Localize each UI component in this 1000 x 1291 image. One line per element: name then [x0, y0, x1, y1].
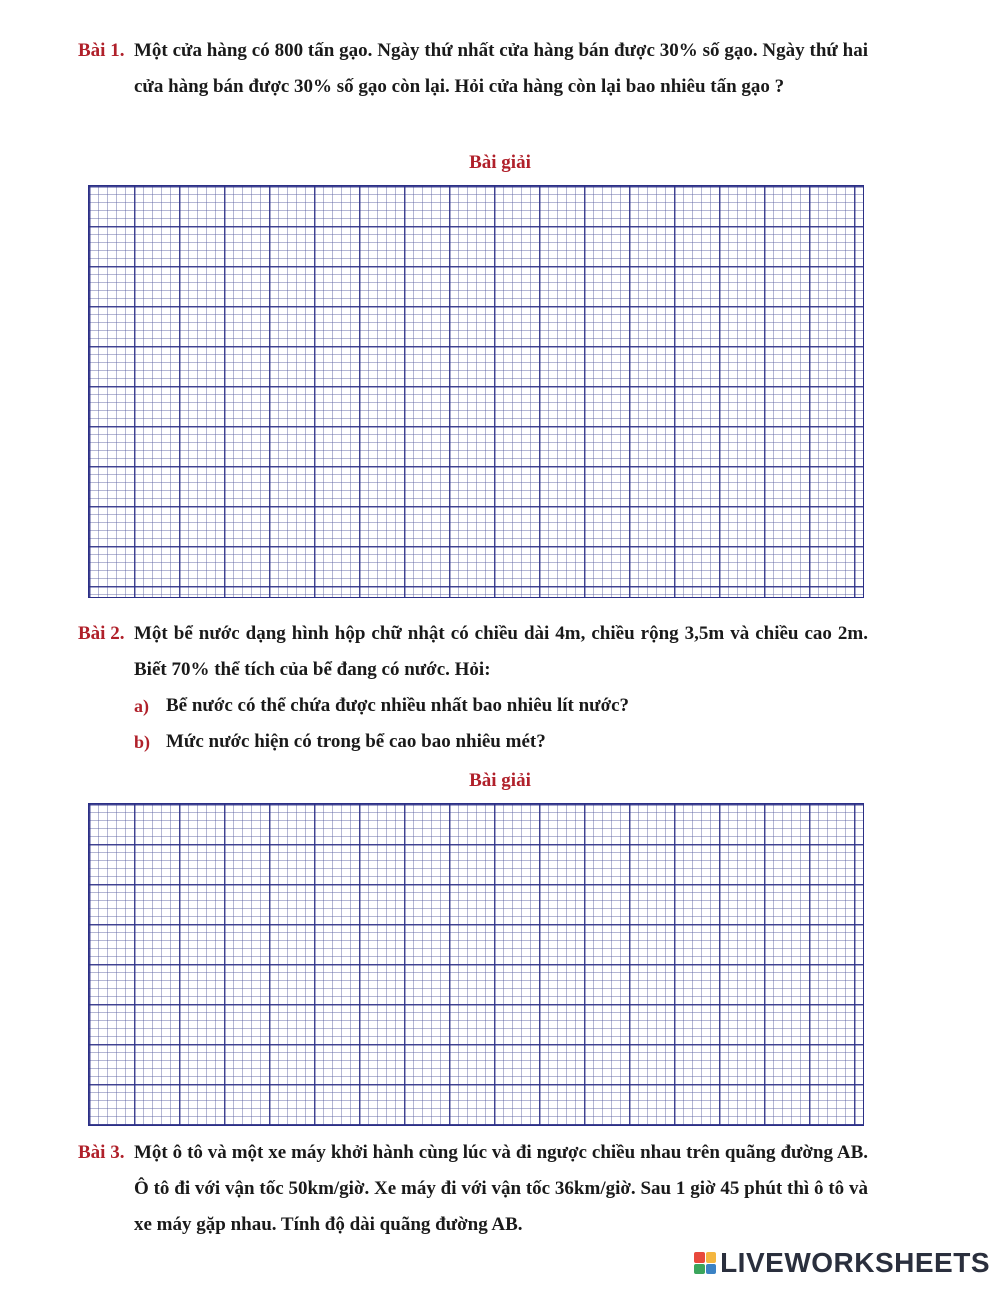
sub-text: Mức nước hiện có trong bể cao bao nhiêu mét? [166, 731, 546, 752]
brand-logo-icon [694, 1252, 716, 1274]
logo-square [694, 1252, 705, 1263]
logo-square [706, 1264, 717, 1275]
problem-text: Một cửa hàng có 800 tấn gạo. Ngày thứ nhất cửa hàng bán được 30% số gạo. Ngày thứ hai cửa hàng bán được 30% số gạo còn lại. Hỏi cửa hàng còn lại bao nhiêu tấn gạo ? [134, 40, 868, 97]
problem-3 [78, 1135, 868, 1243]
liveworksheets-logo [694, 1247, 990, 1279]
logo-square [706, 1252, 717, 1263]
problem-text: Một ô tô và một xe máy khởi hành cùng lúc và đi ngược chiều nhau trên quãng đường AB. Ô tô đi với vận tốc 50km/giờ. Xe máy đi với vận tốc 36km/giờ. Sau 1 giờ 45 phút thì ô tô và xe máy gặp nhau. Tính độ dài quãng đường AB. [134, 1142, 868, 1235]
problem-2 [78, 616, 868, 760]
problem-text: Một bể nước dạng hình hộp chữ nhật có chiều dài 4m, chiều rộng 3,5m và chiều cao 2m. Biết 70% thể tích của bể đang có nước. Hỏi: [134, 623, 868, 680]
problem-1 [78, 33, 868, 105]
answer-grid-2[interactable] [88, 803, 864, 1126]
problem-number: Bài 2. [78, 623, 125, 644]
sub-label: b) [134, 732, 151, 752]
logo-square [694, 1264, 705, 1275]
sub-text: Bể nước có thể chứa được nhiều nhất bao nhiêu lít nước? [166, 695, 630, 716]
answer-grid-1[interactable] [88, 185, 864, 598]
sub-question-b [134, 724, 868, 760]
brand-name: LIVEWORKSHEETS [720, 1247, 990, 1278]
problem-number: Bài 1. [78, 40, 125, 61]
sub-question-a [134, 688, 868, 724]
sub-label: a) [134, 696, 149, 716]
solution-title: Bài giải [469, 152, 531, 173]
solution-title: Bài giải [469, 770, 531, 791]
problem-number: Bài 3. [78, 1142, 125, 1163]
